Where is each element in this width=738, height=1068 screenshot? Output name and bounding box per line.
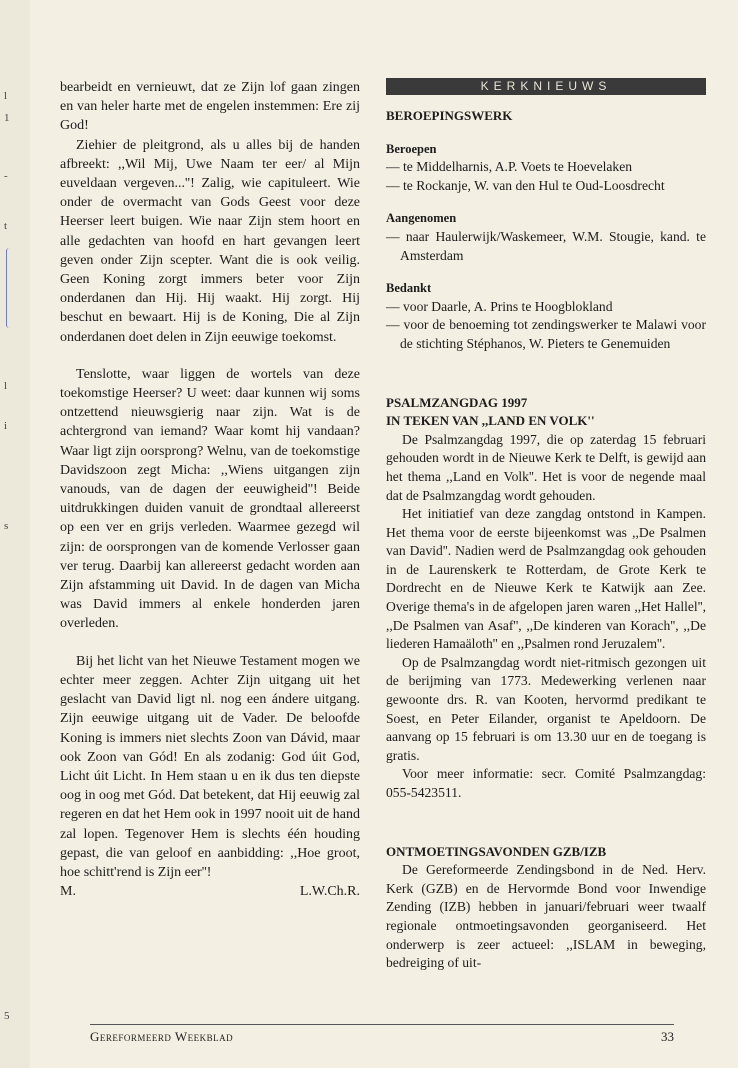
page-gutter <box>0 0 31 1068</box>
subheading-beroepen: Beroepen <box>386 141 437 156</box>
list-item: — voor de benoeming tot zendingswerker te Malawi voor de stichting Stéphanos, W. Pieters te Genemuiden <box>386 317 706 351</box>
signature-line <box>60 882 360 901</box>
body-paragraph: De Gereformeerde Zendingsbond in de Ned. Herv. Kerk (GZB) en de Hervormde Bond voor Inwendige Zending (IZB) hebben in januari/februari weer twaalf regionale ontmoetingsavonden georganiseerd. Het onderwerp is zeer actueel: ,,ISLAM in beweging, bedreiging of uit- <box>386 862 706 971</box>
gutter-mark: i <box>4 420 8 432</box>
subheading-aangenomen: Aangenomen <box>386 211 457 226</box>
section-heading: PSALMZANGDAG 1997 <box>386 394 528 410</box>
gutter-mark: t <box>4 220 8 232</box>
signature-initial: M. <box>60 884 76 900</box>
left-column <box>60 78 360 901</box>
section-heading: ONTMOETINGSAVONDEN GZB/IZB <box>386 843 607 859</box>
body-paragraph: bearbeidt en vernieuwt, dat ze Zijn lof gaan zingen en van heler harte met de engelen instemmen: Ere zij God! <box>60 80 360 134</box>
list-item: — te Rockanje, W. van den Hul te Oud-Loosdrecht <box>386 177 665 193</box>
page-footer <box>90 1024 674 1045</box>
body-paragraph: Het initiatief van deze zangdag ontstond in Kampen. Het thema voor de eerste bijeenkomst was ,,De Psalmen van David''. Nadien werd de Psalmzangdag ook gehouden in de Laurenskerk te Rotterdam, de Grote Kerk te Dordrecht en de Nieuwe Kerk te Katwijk aan Zee. Overige thema's in de afgelopen jaren waren ,,Het Hallel'', ,,De Psalmen van Asaf'', ,,De kinderen van Korach'', ,,De liederen Hamaäloth'' en ,,Psalmen rond Jeruzalem''. <box>386 506 706 652</box>
gutter-mark: 1 <box>4 112 10 124</box>
body-paragraph: Op de Psalmzangdag wordt niet-ritmisch gezongen uit de berijming van 1773. Medewerking verlenen naar gewoonte drs. R. van Kooten, hervormd predikant te Soest, en Peter Eilander, organist te Apeldoorn. De aanvang op 15 februari is om 13.30 uur en de toegang is gratis. <box>386 654 706 763</box>
body-paragraph: De Psalmzangdag 1997, die op zaterdag 15 februari gehouden wordt in de Nieuwe Kerk te Delft, is gewijd aan het thema ,,Land en Volk''. Het is voor de negende maal dat de Psalmzangdag wordt gehouden. <box>386 431 706 503</box>
signature-author: L.W.Ch.R. <box>299 884 360 900</box>
page-number: 33 <box>661 1029 674 1044</box>
publication-title: Gereformeerd Weekblad <box>90 1029 234 1044</box>
section-heading: BEROEPINGSWERK <box>386 108 513 123</box>
body-paragraph: Tenslotte, waar liggen de wortels van deze toekomstige Heerser? U weet: daar kunnen wij soms ontzettend nieuwsgierig naar zijn. Wat is de achtergrond van iemand? Waar komt hij vandaan? Waar ligt zijn oorsprong? Welnu, van de toekomstige Davidszoon zegt Micha: ,,Wiens uitgangen zijn vanouds, van de dagen der eeuwigheid''! Beide uitdrukkingen duiden vanuit de grondtaal allereerst op een ver en grijs verleden. Waarmee gezegd wil zijn: de oorsprongen van de komende Verlosser gaan ver terug. Daarbij kan allereerst gedacht worden aan Zijn afstamming uit David. In de dagen van Micha was David immers al enkele honderden jaren overleden. <box>60 366 360 632</box>
gutter-mark: 5 <box>4 1010 10 1022</box>
gutter-mark: - <box>4 170 8 182</box>
body-paragraph: Voor meer informatie: secr. Comité Psalmzangdag: 055-5423511. <box>386 766 706 800</box>
gutter-mark: l <box>4 90 8 102</box>
body-paragraph: Bij het licht van het Nieuwe Testament mogen we echter meer zeggen. Achter Zijn uitgang uit het geslacht van David ligt nl. nog een ándere uitgang. Zijn eeuwige uitgang uit de Vader. De beloofde Koning is immers niet slechts Zoon van Dávid, maar ook Zoon van Gód! En als zodanig: God úit God, Licht úit Licht. In Hem staan u en ik dus ten diepste oog in oog met Gód. Dat betekent, dat Hij eeuwig zal regeren en dat het Hem ook in 1997 nooit uit de hand zal lopen. Tegenover Hem is slechts één houding gepast, die van geloof en aanbidding: ,,Hoe groot, hoe schitt'rend is Zijn eer''! <box>60 653 360 880</box>
section-banner: KERKNIEUWS <box>386 78 706 95</box>
subheading-bedankt: Bedankt <box>386 281 432 296</box>
list-item: — te Middelharnis, A.P. Voets te Hoevelaken <box>386 159 633 175</box>
gutter-mark: s <box>4 520 9 532</box>
body-paragraph: Ziehier de pleitgrond, als u alles bij de handen afbreekt: ,,Wil Mij, Uwe Naam ter eer/ al Mijn euveldaan vergeven...''! Zalig, wie capituleert. Wie onder de overmacht van Gods Geest voor deze Heerser leert buigen. Wie naar Zijn stem hoort en alle gedachten van hoofd en hart gevangen leert geven onder Zijn scepter. Want die is ook veilig. Geen Koning zorgt immers beter voor Zijn onderdanen dan Hij. Hij waakt. Hij zorgt. Hij beschut en bewaart. Hij is de Koning, Die al Zijn onderdanen doet delen in Zijn eeuwige toekomst. <box>60 137 360 345</box>
list-item: — voor Daarle, A. Prins te Hoogblokland <box>386 298 613 314</box>
page <box>30 0 738 1068</box>
ink-pen-mark <box>6 248 13 328</box>
gutter-mark: l <box>4 380 8 392</box>
section-subheading: IN TEKEN VAN ,,LAND EN VOLK'' <box>386 413 595 429</box>
right-column <box>386 78 706 973</box>
list-item: — naar Haulerwijk/Waskemeer, W.M. Stougie, kand. te Amsterdam <box>386 228 706 263</box>
